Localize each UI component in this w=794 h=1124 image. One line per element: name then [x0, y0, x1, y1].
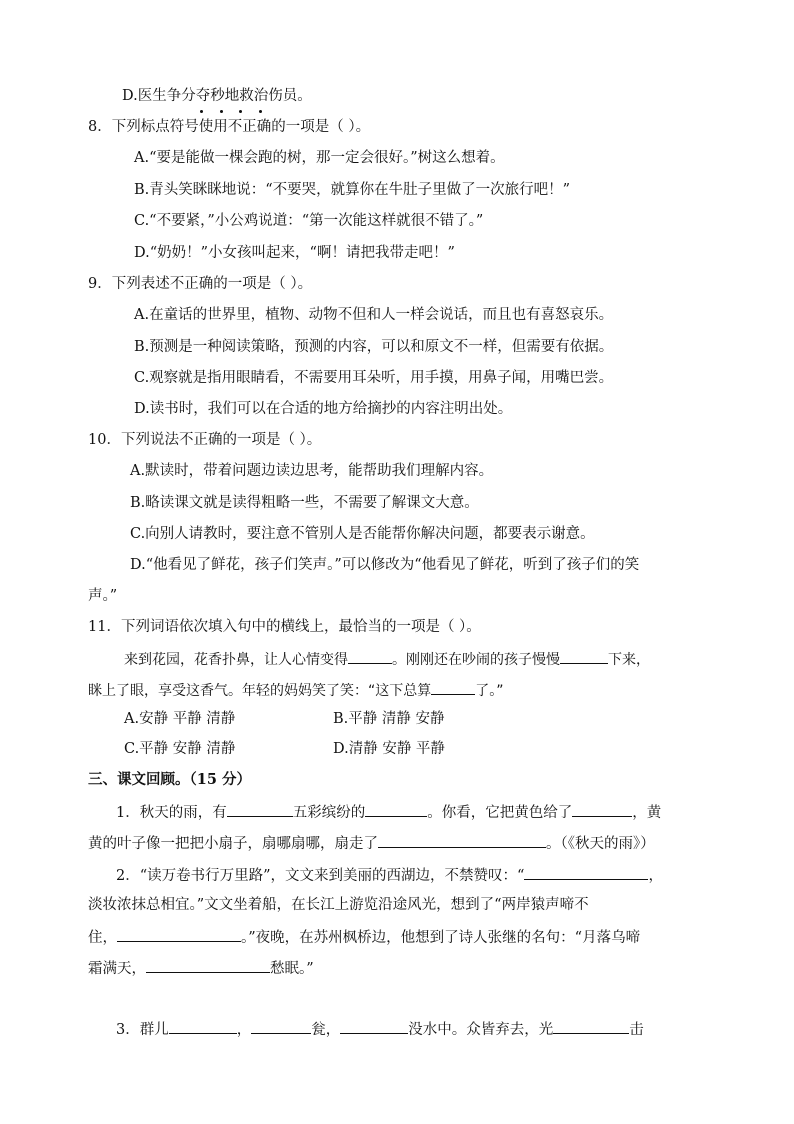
s3-item1-line1	[116, 801, 661, 823]
q7-option-d-text: D.医生争分夺秒地救治伤员。	[122, 88, 312, 104]
s3-blank[interactable]	[227, 801, 293, 817]
q8-option-d[interactable]: D.“奶奶！”小女孩叫起来，“啊！请把我带走吧！”	[134, 245, 455, 261]
s3-item1-line2	[88, 832, 655, 854]
s3-text: 瓮，	[311, 1022, 341, 1038]
s3-blank[interactable]	[340, 1018, 408, 1034]
s3-text: ，黄	[632, 805, 662, 821]
q10-option-d[interactable]: D.“他看见了鲜花，孩子们笑声。”可以修改为“他看见了鲜花，听到了孩子们的笑	[130, 557, 640, 573]
s3-text: 1．秋天的雨，有	[116, 805, 227, 821]
s3-text: 霜满天，	[88, 961, 146, 977]
q10-option-b[interactable]: B.略读课文就是读得粗略一些，不需要了解课文大意。	[130, 495, 479, 511]
q10-option-d-cont: 声。”	[88, 588, 118, 604]
q8-stem: 8．下列标点符号使用不正确的一项是（ ）。	[88, 119, 371, 135]
s3-item2-line3	[88, 926, 640, 948]
q10-option-a[interactable]: A.默读时，带着问题边读边思考，能帮助我们理解内容。	[130, 463, 494, 479]
q11-blank-3[interactable]	[431, 679, 475, 695]
s3-blank[interactable]	[365, 801, 427, 817]
s3-text: 没水中。众皆弃去，光	[408, 1022, 554, 1038]
s3-blank[interactable]	[572, 801, 632, 817]
q7-option-d	[122, 86, 312, 106]
s3-item2-line1	[116, 864, 663, 886]
q10-stem: 10．下列说法不正确的一项是（ ）。	[88, 432, 322, 448]
q11-passage-text: 了。”	[475, 683, 504, 699]
s3-item2-line4	[88, 957, 314, 979]
s3-text: 五彩缤纷的	[292, 805, 366, 821]
q11-option-c[interactable]: C.平静 安静 清静	[124, 741, 236, 757]
q11-passage-text: 。刚刚还在吵闹的孩子慢慢	[392, 652, 560, 668]
s3-blank[interactable]	[146, 957, 270, 973]
s3-text: 愁眠。”	[270, 961, 314, 977]
q9-option-d[interactable]: D.读书时，我们可以在合适的地方给摘抄的内容注明出处。	[134, 401, 513, 417]
s3-text: 。”夜晚，在苏州枫桥边，他想到了诗人张继的名句：“月落乌啼	[241, 930, 641, 946]
q11-passage-line1	[124, 648, 650, 670]
q11-passage-line2	[88, 679, 504, 701]
s3-item2-line2: 淡妆浓抹总相宜。”文文坐着船，在长江上游览沿途风光，想到了“两岸猿声啼不	[88, 897, 589, 913]
s3-blank[interactable]	[251, 1018, 311, 1034]
q9-stem: 9．下列表述不正确的一项是（ ）。	[88, 276, 313, 292]
s3-text: 住，	[88, 930, 117, 946]
q8-option-b[interactable]: B.青头笑眯眯地说：“不要哭，就算你在牛肚子里做了一次旅行吧！”	[134, 182, 571, 198]
q11-option-b[interactable]: B.平静 清静 安静	[333, 711, 445, 727]
s3-text: 黄的叶子像一把把小扇子，扇哪扇哪，扇走了	[88, 836, 378, 852]
s3-text: 2．“读万卷书行万里路”，文文来到美丽的西湖边，不禁赞叹：“	[116, 868, 525, 884]
s3-text: 击	[629, 1022, 644, 1038]
q11-passage-text: 下来，	[608, 652, 650, 668]
s3-text: ，	[236, 1022, 252, 1038]
q8-option-c[interactable]: C.“不要紧，”小公鸡说道：“第一次能这样就很不错了。”	[134, 213, 484, 229]
q11-blank-1[interactable]	[348, 648, 392, 664]
s3-blank[interactable]	[378, 832, 546, 848]
s3-text: 。（《秋天的雨》）	[546, 836, 655, 852]
q11-option-a[interactable]: A.安静 平静 清静	[124, 711, 236, 727]
q9-option-b[interactable]: B.预测是一种阅读策略，预测的内容，可以和原文不一样，但需要有依据。	[134, 339, 614, 355]
q9-option-c[interactable]: C.观察就是指用眼睛看，不需要用耳朵听，用手摸，用鼻子闻，用嘴巴尝。	[134, 370, 614, 386]
q9-option-a[interactable]: A.在童话的世界里，植物、动物不但和人一样会说话，而且也有喜怒哀乐。	[134, 307, 614, 323]
q11-blank-2[interactable]	[560, 648, 608, 664]
section3-heading: 三、课文回顾。（15 分）	[88, 771, 251, 788]
q10-option-c[interactable]: C.向别人请教时，要注意不管别人是否能帮你解决问题，都要表示谢意。	[130, 526, 595, 542]
q11-option-d[interactable]: D.清静 安静 平静	[333, 741, 445, 757]
s3-text: 3．群儿	[116, 1022, 169, 1038]
s3-blank[interactable]	[524, 864, 648, 880]
s3-blank[interactable]	[169, 1018, 237, 1034]
q8-option-a[interactable]: A.“要是能做一棵会跑的树，那一定会很好。”树这么想着。	[134, 150, 505, 166]
s3-text: ，	[648, 868, 663, 884]
s3-blank[interactable]	[117, 926, 241, 942]
q11-passage-text: 眯上了眼，享受这香气。年轻的妈妈笑了笑：“这下总算	[88, 683, 432, 699]
q11-stem: 11．下列词语依次填入句中的横线上，最恰当的一项是（ ）。	[88, 619, 481, 635]
s3-blank[interactable]	[553, 1018, 629, 1034]
s3-text: 。你看，它把黄色给了	[427, 805, 573, 821]
q11-passage-text: 来到花园，花香扑鼻，让人心情变得	[124, 652, 348, 668]
s3-item3-line1	[116, 1018, 644, 1040]
